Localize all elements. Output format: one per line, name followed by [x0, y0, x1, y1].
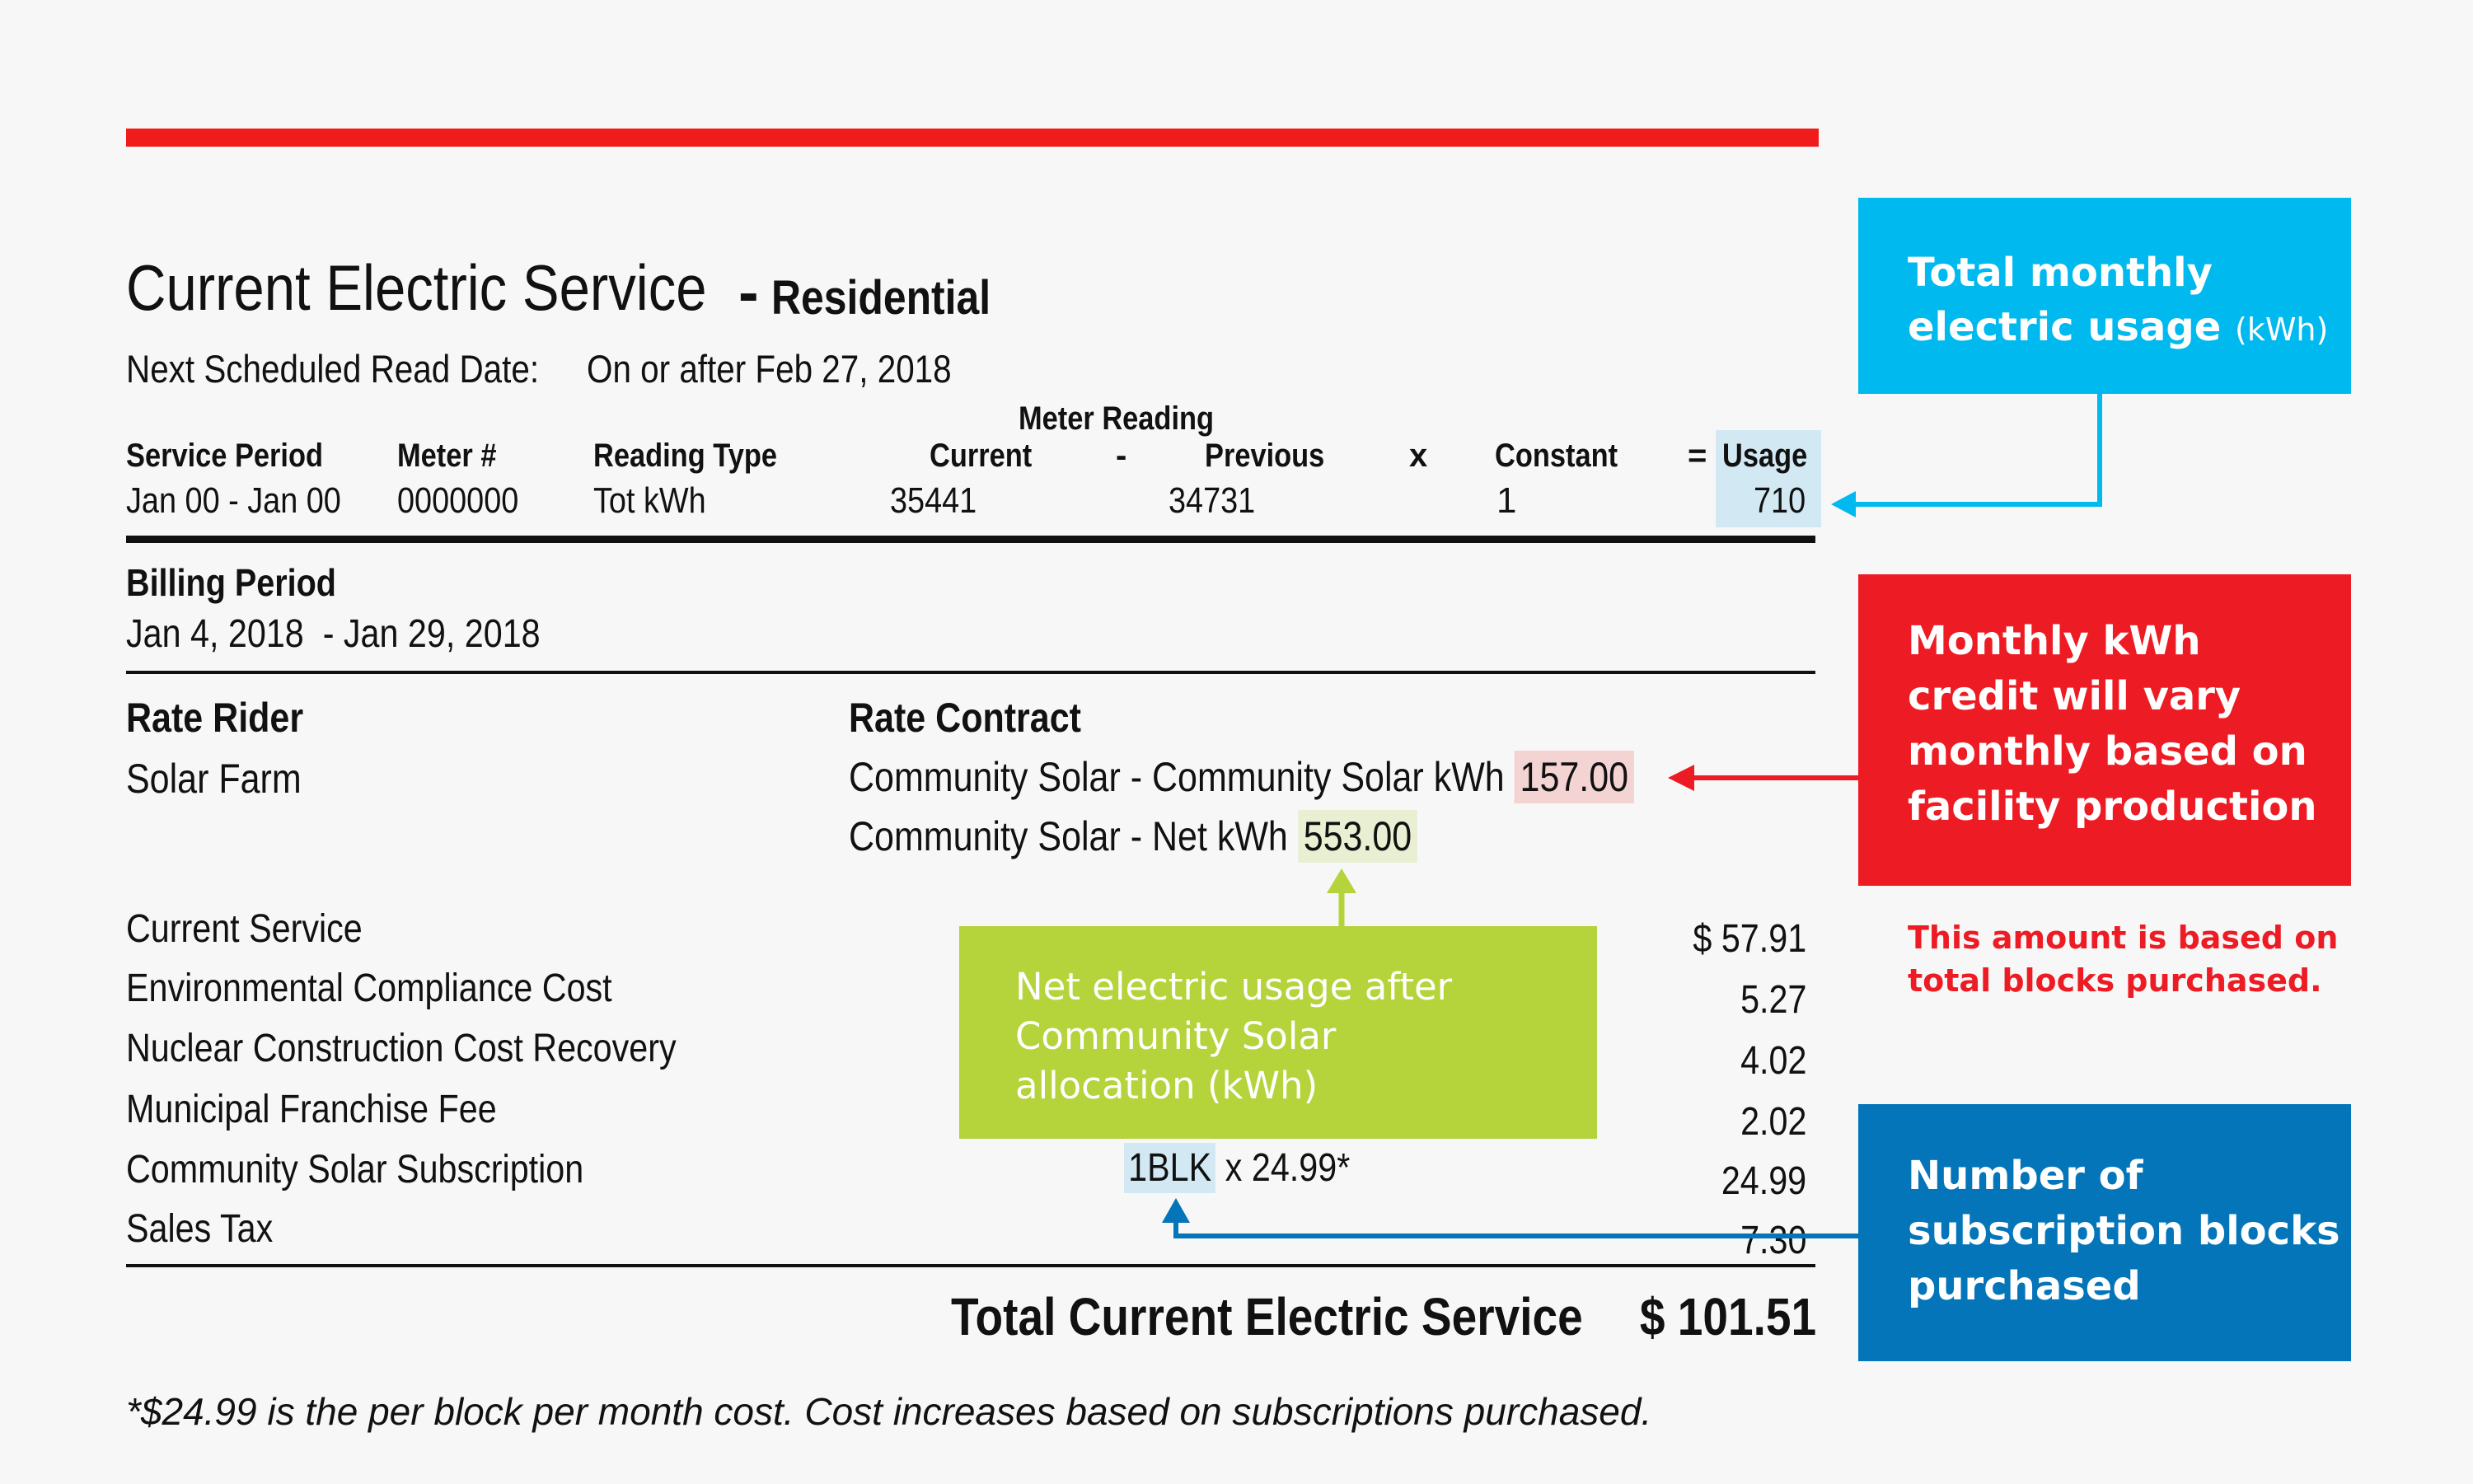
page-subtitle: Residential — [771, 271, 991, 325]
usage-arrowhead — [1831, 491, 1856, 517]
charge-amount-nuclear: 4.02 — [1740, 1039, 1806, 1083]
credit-callout-line-3: monthly based on — [1908, 728, 2307, 775]
read-date-label: Next Scheduled Read Date: — [126, 347, 540, 391]
net-usage-callout-line-1: Net electric usage after — [1015, 965, 1453, 1009]
col-previous: Previous — [1205, 438, 1325, 474]
charge-amount-environmental: 5.27 — [1740, 978, 1806, 1022]
footnote: *$24.99 is the per block per month cost. Cost increases based on subscriptions purchased. — [126, 1390, 1652, 1433]
row-current: 35441 — [890, 480, 977, 521]
row-service-period: Jan 00 - Jan 00 — [126, 480, 341, 521]
credit-callout-line-2: credit will vary — [1908, 673, 2241, 719]
net-kwh-value: 553.00 — [1298, 810, 1417, 863]
usage-callout-unit: (kWh) — [2235, 311, 2329, 348]
blocks-connector-line — [1176, 1220, 1858, 1236]
credit-callout-line-4: facility production — [1908, 784, 2317, 830]
col-reading-type: Reading Type — [593, 438, 777, 474]
row-constant: 1 — [1496, 480, 1517, 521]
rate-rider-value: Solar Farm — [126, 756, 302, 802]
col-current: Current — [930, 438, 1033, 474]
usage-callout-line-2-text: electric usage — [1908, 304, 2222, 350]
total-amount: $ 101.51 — [1639, 1287, 1816, 1346]
col-meter-number: Meter # — [397, 438, 497, 474]
col-times: x — [1409, 438, 1428, 474]
charge-amount-municipal: 2.02 — [1740, 1100, 1806, 1144]
charge-label-environmental: Environmental Compliance Cost — [126, 967, 612, 1010]
charge-label-community-solar: Community Solar Subscription — [126, 1148, 584, 1191]
row-meter-number: 0000000 — [397, 480, 519, 521]
blocks-callout-line-3: purchased — [1908, 1263, 2141, 1309]
charge-label-sales-tax: Sales Tax — [126, 1207, 274, 1251]
row-previous: 34731 — [1169, 480, 1256, 521]
blocks-callout-line-2: subscription blocks — [1908, 1208, 2340, 1254]
col-usage: Usage — [1722, 438, 1808, 474]
row-usage: 710 — [1754, 480, 1806, 521]
meter-reading-group-label: Meter Reading — [1019, 400, 1215, 437]
charge-amount-community-solar: 24.99 — [1721, 1159, 1806, 1203]
usage-callout-line-1: Total monthly — [1908, 250, 2213, 296]
row-reading-type: Tot kWh — [593, 480, 706, 521]
solar-kwh-label: Community Solar - Community Solar kWh — [849, 754, 1505, 800]
rate-rider-label: Rate Rider — [126, 695, 304, 741]
net-arrowhead — [1327, 868, 1356, 893]
col-constant: Constant — [1495, 438, 1618, 474]
billing-period-label: Billing Period — [126, 561, 336, 604]
usage-connector-line — [1852, 394, 2100, 504]
charge-label-current-service: Current Service — [126, 907, 363, 951]
title-text: Current Electric Service — [126, 251, 707, 324]
charge-amount-current-service: $ 57.91 — [1693, 917, 1806, 961]
charge-amount-sales-tax: 7.30 — [1740, 1219, 1806, 1262]
total-label: Total Current Electric Service — [951, 1287, 1583, 1346]
solar-kwh-credit-value: 157.00 — [1515, 751, 1634, 803]
blocks-arrowhead — [1162, 1198, 1190, 1223]
title-dash: - — [738, 258, 759, 326]
subscription-blocks: 1BLK — [1124, 1143, 1215, 1193]
charge-label-municipal: Municipal Franchise Fee — [126, 1088, 497, 1131]
credit-note-line-1: This amount is based on — [1908, 920, 2339, 956]
col-minus: - — [1116, 438, 1127, 474]
net-usage-callout-line-2: Community Solar — [1015, 1014, 1337, 1058]
read-date-value: On or after Feb 27, 2018 — [587, 347, 952, 391]
charge-label-nuclear: Nuclear Construction Cost Recovery — [126, 1027, 677, 1070]
net-usage-callout-line-3: allocation (kWh) — [1015, 1064, 1318, 1107]
rate-contract-label: Rate Contract — [849, 695, 1081, 741]
credit-callout-line-1: Monthly kWh — [1908, 618, 2201, 664]
blocks-callout-line-1: Number of — [1908, 1153, 2143, 1199]
col-equals: = — [1688, 438, 1707, 474]
credit-note-line-2: total blocks purchased. — [1908, 962, 2322, 999]
col-service-period: Service Period — [126, 438, 324, 474]
net-kwh-label: Community Solar - Net kWh — [849, 813, 1288, 859]
credit-arrowhead — [1668, 765, 1694, 791]
subscription-multiplier: x 24.99* — [1225, 1146, 1351, 1190]
billing-period-value: Jan 4, 2018 - Jan 29, 2018 — [126, 612, 541, 656]
